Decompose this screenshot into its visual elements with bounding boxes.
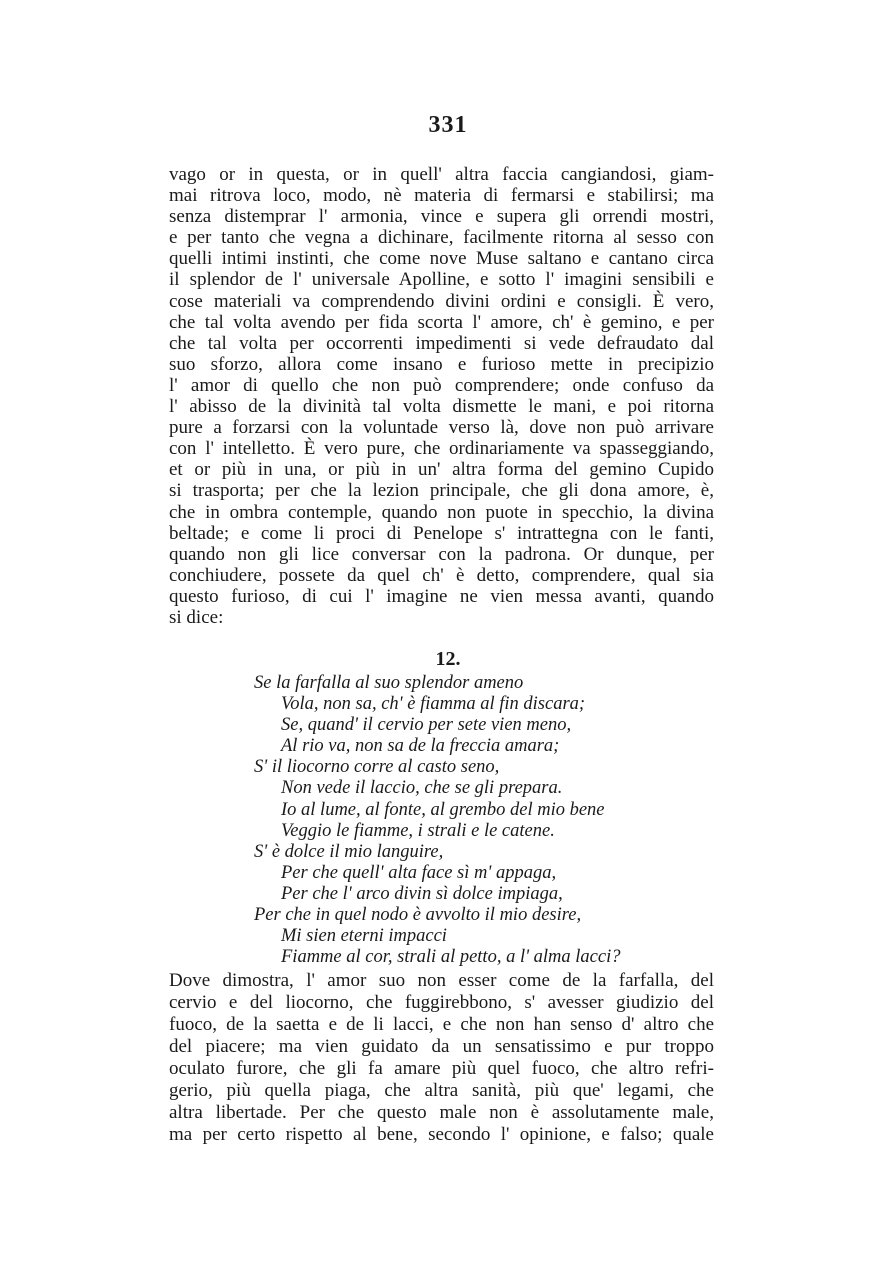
text-line: l' abisso de la divinità tal volta dismette le mani, e poi ritorna [169,396,714,418]
text-line: cose materiali va comprendendo divini ordini e consigli. È vero, [169,290,714,312]
text-line: senza distemprar l' armonia, vince e supera gli orrendi mostri, [169,206,714,228]
text-line: Dove dimostra, l' amor suo non esser come de la farfalla, del [169,970,714,991]
poem-verse: Io al lume, al fonte, al grembo del mio bene [281,799,605,820]
poem-verse: Se la farfalla al suo splendor ameno [254,673,524,693]
text-line: cervio e del liocorno, che fuggirebbono, s' avesser giudizio del [169,992,714,1013]
poem-verse: Se, quand' il cervio per sete vien meno, [281,715,572,736]
text-line: conchiudere, possete da quel ch' è detto, comprendere, qual sia [169,564,714,586]
poem-verse: Per che quell' alta face sì m' appaga, [281,862,557,883]
bottom-paragraph [169,970,714,1146]
poem-verse: Al rio va, non sa de la freccia amara; [281,736,560,757]
text-line: e per tanto che vegna a dichinare, facilmente ritorna al sesso con [169,227,714,249]
text-line: si dice: [169,606,224,628]
poem-verse: Veggio le fiamme, i strali e le catene. [281,820,555,841]
text-line: quando non gli lice conversar con la padrona. Or dunque, per [169,543,714,565]
poem-verse: Per che in quel nodo è avvolto il mio desire, [254,905,582,926]
text-line: altra libertade. Per che questo male non è assolutamente male, [169,1102,714,1123]
poem-verse: Mi sien eterni impacci [281,926,447,947]
poem-verse: Vola, non sa, ch' è fiamma al fin discara; [281,694,586,715]
text-line: che tal volta avendo per fida scorta l' amore, ch' è gemino, e per [169,311,714,333]
page-number: 331 [428,112,468,138]
text-line: questo furioso, di cui l' imagine ne vien messa avanti, quando [169,585,714,607]
poem-stanza [254,673,621,968]
text-line: si trasporta; per che la lezion principale, che gli dona amore, è, [169,480,714,502]
text-line: con l' intelletto. È vero pure, che ordinariamente va spasseggiando, [169,438,714,460]
text-line: ma per certo rispetto al bene, secondo l' opinione, e falso; quale [169,1124,714,1145]
text-line: quelli intimi instinti, che come nove Muse saltano e cantano circa [169,248,714,270]
text-line: che tal volta per occorrenti impedimenti si vede defraudato dal [169,332,714,354]
poem-verse: Per che l' arco divin sì dolce impiaga, [281,883,563,904]
text-line: oculato furore, che gli fa amare più quel fuoco, che altro refri- [169,1058,714,1079]
text-line: beltade; e come li proci di Penelope s' intrattegna con le fanti, [169,522,714,544]
top-paragraph [169,164,714,628]
text-line: gerio, più quella piaga, che altra sanità, più que' legami, che [169,1080,714,1101]
poem-verse: Non vede il laccio, che se gli prepara. [281,778,563,799]
text-line: suo sforzo, allora come insano e furioso mette in precipizio [169,353,714,375]
text-line: et or più in una, or più in un' altra forma del gemino Cupido [169,459,714,481]
text-line: pure a forzarsi con la voluntade verso là, dove non può arrivare [169,417,714,439]
text-line: fuoco, de la saetta e de li lacci, e che non han senso d' altro che [169,1014,714,1035]
text-line: mai ritrova loco, modo, nè materia di fermarsi e stabilirsi; ma [169,185,714,207]
poem-verse: Fiamme al cor, strali al petto, a l' alma lacci? [281,947,621,968]
poem-verse: S' è dolce il mio languire, [254,841,444,862]
poem-verse: S' il liocorno corre al casto seno, [254,757,500,778]
section-number: 12. [435,648,461,670]
text-line: vago or in questa, or in quell' altra faccia cangiandosi, giam- [169,164,714,185]
text-line: del piacere; ma vien guidato da un sensatissimo e pur troppo [169,1036,714,1057]
text-line: il splendor de l' universale Apolline, e sotto l' imagini sensibili e [169,269,714,291]
text-line: che in ombra contemple, quando non puote in specchio, la divina [169,501,714,523]
text-line: l' amor di quello che non può comprendere; onde confuso da [169,374,714,396]
